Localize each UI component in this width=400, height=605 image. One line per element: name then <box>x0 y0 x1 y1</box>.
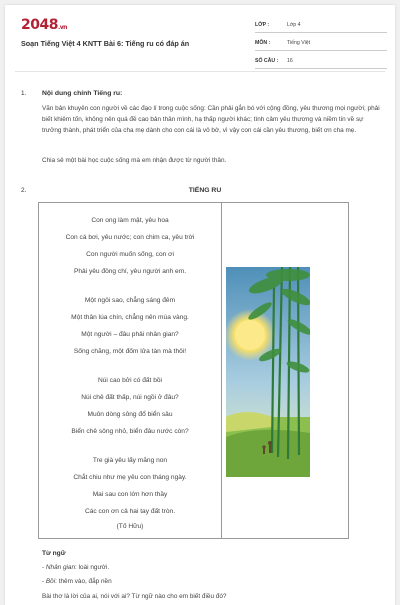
poem-line: Muôn dòng sông đổ biển sâu <box>87 411 173 418</box>
meta-value-count: 16 <box>287 58 293 64</box>
section-number-2: 2. <box>21 187 27 194</box>
section-number-1: 1. <box>21 90 27 97</box>
meta-row-grade <box>255 18 387 33</box>
meta-label-count: SỐ CÂU : <box>255 58 279 64</box>
poem-line: Một ngôi sao, chẳng sáng đêm <box>84 297 176 304</box>
meta-row-subject <box>255 36 387 51</box>
logo-text: 2048 <box>21 17 58 33</box>
poem-line: Phải yêu đồng chí, yêu người anh em. <box>73 268 187 275</box>
meta-value-subject: Tiếng Việt <box>287 40 311 46</box>
poem-line: Biển chê sông nhỏ, biển đâu nước còn? <box>71 428 189 435</box>
section-paragraph: Chia sẻ một bài học cuộc sống mà em nhận được từ người thân. <box>42 157 227 164</box>
poem-line: Núi cao bởi có đất bồi <box>97 377 163 384</box>
document-title: Soạn Tiếng Việt 4 KNTT Bài 6: Tiếng ru có đáp án <box>21 39 190 48</box>
header-divider <box>15 71 385 72</box>
section-paragraph: Văn bản khuyên con người về các đạo lí trong cuộc sống: Cần phải gắn bó với cộng đồng, yêu thương mọi người; phải biết khiêm tốn, không nên quá đề cao bản thân mình, hạ thấp người khác; tình cảm yêu thương và niềm tin về sự trưởng thành, phát triển của cha mẹ dành cho con cái là vô bờ, vì vậy con cái cần yêu thương, biết ơn cha mẹ. <box>42 105 380 134</box>
glossary-item: - Bồi: thêm vào, đắp nền <box>42 578 112 585</box>
meta-label-grade: LỚP : <box>255 22 270 28</box>
glossary-term: Bồi <box>45 578 56 585</box>
logo-suffix: .vn <box>57 24 67 31</box>
poem-line: Tre già yêu lấy măng non <box>92 457 168 464</box>
poem-line: Một người – đâu phải nhân gian? <box>81 331 179 338</box>
question-text: Bài thơ là lời của ai, nói với ai? Từ ngữ nào cho em biết điều đó? <box>42 593 227 600</box>
meta-label-subject: MÔN : <box>255 40 271 46</box>
poem-title: TIẾNG RU <box>188 187 222 194</box>
poem-line: Sống chăng, một đốm lửa tàn mà thôi! <box>73 348 187 355</box>
poem-text-column <box>39 203 222 538</box>
section-title-1: Nội dung chính Tiếng ru: <box>42 90 123 97</box>
glossary-term: Nhân gian <box>45 564 76 571</box>
poem-table <box>38 202 349 539</box>
poem-line: Con người muốn sống, con ơi <box>86 251 174 258</box>
glossary-title: Từ ngữ <box>42 550 66 557</box>
glossary-definition: thêm vào, đắp nền <box>58 578 112 585</box>
poem-line: Chắt chiu như mẹ yêu con tháng ngày. <box>73 474 187 481</box>
meta-info <box>255 18 387 72</box>
poem-line: Một thân lúa chín, chẳng nên mùa vàng. <box>71 314 189 321</box>
poem-line: Con cá bơi, yêu nước; con chim ca, yêu trời <box>65 234 195 241</box>
poem-line: Mai sau con lớn hơn thầy <box>92 491 168 498</box>
document-page <box>5 5 395 605</box>
poem-line: Các con ơn cả hai tay đất tròn. <box>84 508 176 515</box>
poem-line: Núi chê đất thấp, núi ngồi ở đâu? <box>81 394 179 401</box>
site-logo[interactable] <box>21 17 67 33</box>
illustration-bamboo-moon-icon <box>226 267 310 482</box>
poem-line: Con ong làm mật, yêu hoa <box>91 217 169 224</box>
meta-row-count <box>255 54 387 69</box>
glossary-definition: loài người. <box>78 564 110 571</box>
meta-value-grade: Lớp 4 <box>287 22 301 28</box>
glossary-item: - Nhân gian: loài người. <box>42 564 110 571</box>
poem-author: (Tố Hữu) <box>116 523 144 530</box>
